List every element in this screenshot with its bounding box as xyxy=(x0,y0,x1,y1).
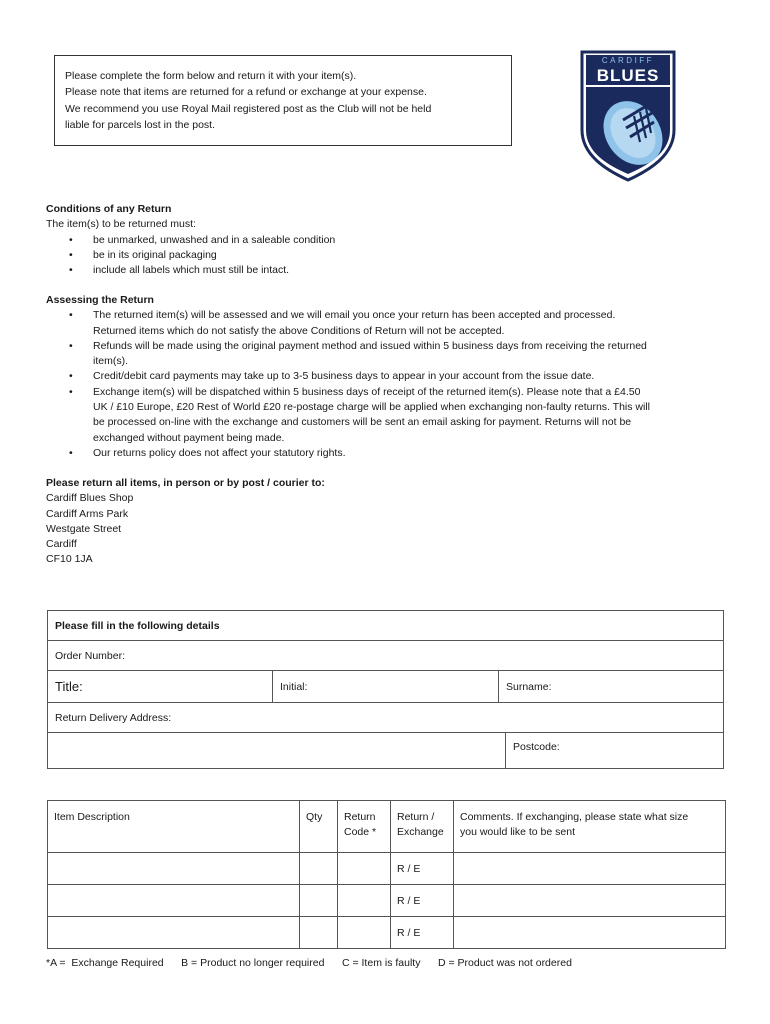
notice-line: Please complete the form below and return it with your item(s). xyxy=(65,70,357,82)
conditions-bullet: • be in its original packaging xyxy=(46,248,736,263)
order-number-field[interactable] xyxy=(48,641,723,670)
surname-label: Surname: xyxy=(506,680,552,693)
initial-label: Initial: xyxy=(280,680,308,693)
postcode-label: Postcode: xyxy=(513,741,560,753)
comments-cell[interactable] xyxy=(454,853,726,885)
title-field[interactable] xyxy=(48,671,272,702)
item-description-cell[interactable] xyxy=(48,853,300,885)
address-line: Cardiff xyxy=(46,538,77,551)
assessing-bullet xyxy=(46,385,736,446)
assessing-section xyxy=(46,293,736,461)
header-comments xyxy=(454,801,726,853)
address-line: CF10 1JA xyxy=(46,553,93,566)
item-description-cell[interactable] xyxy=(48,885,300,917)
bullet-line: item(s). xyxy=(93,355,128,368)
conditions-intro: The item(s) to be returned must: xyxy=(46,218,196,231)
bullet-line: • Our returns policy does not affect your statutory rights. xyxy=(93,446,346,459)
bullet-line: • The returned item(s) will be assessed and we will email you once your return has been accepted and processed. xyxy=(93,309,616,322)
header-line: Code * xyxy=(344,826,377,838)
postcode-field[interactable] xyxy=(505,733,723,769)
qty-cell[interactable] xyxy=(300,853,338,885)
bullet-line: • Credit/debit card payments may take up to 3-5 business days to appear in your account from the issue date. xyxy=(93,370,595,383)
details-heading: Please fill in the following details xyxy=(55,619,220,632)
header-return-code xyxy=(338,801,391,853)
return-code-cell[interactable] xyxy=(338,885,391,917)
bullet-line: UK / £10 Europe, £20 Rest of World £20 re-postage charge will be applied when exchanging non-faulty returns. This will xyxy=(93,401,651,414)
assessing-bullet xyxy=(46,446,736,461)
header-return-exchange xyxy=(391,801,454,853)
assessing-heading: Assessing the Return xyxy=(46,294,154,306)
qty-cell[interactable] xyxy=(300,917,338,949)
table-header-row xyxy=(48,801,726,853)
comments-cell[interactable] xyxy=(454,885,726,917)
order-number-label: Order Number: xyxy=(55,649,126,662)
bullet-line: exchanged without payment being made. xyxy=(93,431,285,444)
conditions-heading: Conditions of any Return xyxy=(46,203,172,215)
return-address-label: Return Delivery Address: xyxy=(55,711,172,724)
return-code-cell[interactable] xyxy=(338,853,391,885)
return-address-field[interactable] xyxy=(48,733,505,769)
conditions-bullet: • be unmarked, unwashed and in a saleable condition xyxy=(46,233,736,248)
bullet-line: Returned items which do not satisfy the above Conditions of Return will not be accepted. xyxy=(93,324,505,337)
assessing-bullet xyxy=(46,308,736,339)
address-heading: Please return all items, in person or by post / courier to: xyxy=(46,477,325,489)
notice-box xyxy=(54,55,512,146)
address-line: Cardiff Arms Park xyxy=(46,507,129,520)
header-line: you would like to be sent xyxy=(460,826,575,838)
bullet-line: • Exchange item(s) will be dispatched within 5 business days of receipt of the returned item(s). Please note that a £4.50 xyxy=(93,385,641,398)
notice-line: Please note that items are returned for a refund or exchange at your expense. xyxy=(65,86,427,99)
address-line: Westgate Street xyxy=(46,522,122,535)
header-line: Return xyxy=(344,811,376,823)
initial-field[interactable] xyxy=(272,671,498,702)
assessing-bullet xyxy=(46,339,736,370)
notice-line: We recommend you use Royal Mail registered post as the Club will not be held xyxy=(65,102,432,115)
header-item-description: Item Description xyxy=(48,801,300,853)
logo-main-text: BLUES xyxy=(596,66,660,85)
item-description-cell[interactable] xyxy=(48,917,300,949)
header-line: Exchange xyxy=(397,826,444,838)
return-exchange-cell[interactable]: R / E xyxy=(391,885,454,917)
legend-c: C = Item is faulty xyxy=(341,957,421,969)
notice-line: liable for parcels lost in the post. xyxy=(65,118,215,131)
header-line: Return / xyxy=(397,811,435,823)
comments-cell[interactable] xyxy=(454,917,726,949)
details-form xyxy=(47,610,724,769)
return-code-legend xyxy=(46,957,746,969)
table-row xyxy=(48,885,726,917)
return-address-label-row xyxy=(48,703,723,732)
table-row xyxy=(48,917,726,949)
return-code-cell[interactable] xyxy=(338,917,391,949)
return-items-table xyxy=(47,800,726,949)
surname-field[interactable] xyxy=(498,671,723,702)
assessing-bullet xyxy=(46,369,736,384)
address-line: Cardiff Blues Shop xyxy=(46,492,134,505)
cardiff-blues-logo xyxy=(578,50,678,182)
bullet-line: be processed on-line with the exchange and customers will be sent an email asking for payment. Returns will not be xyxy=(93,416,632,429)
header-qty: Qty xyxy=(300,801,338,853)
qty-cell[interactable] xyxy=(300,885,338,917)
return-exchange-cell[interactable]: R / E xyxy=(391,917,454,949)
legend-d: D = Product was not ordered xyxy=(437,957,572,969)
conditions-bullet: • include all labels which must still be intact. xyxy=(46,263,736,278)
table-row xyxy=(48,853,726,885)
conditions-section xyxy=(46,202,736,278)
header-line: Comments. If exchanging, please state what size xyxy=(460,811,689,823)
legend-b: B = Product no longer required xyxy=(181,957,325,969)
return-exchange-cell[interactable]: R / E xyxy=(391,853,454,885)
bullet-line: • Refunds will be made using the original payment method and issued within 5 business days from receiving the returned xyxy=(93,339,647,352)
logo-top-text: CARDIFF xyxy=(601,56,655,65)
return-address-section xyxy=(46,476,736,568)
title-label: Title: xyxy=(55,679,83,694)
legend-a: *A = Exchange Required xyxy=(46,957,164,969)
